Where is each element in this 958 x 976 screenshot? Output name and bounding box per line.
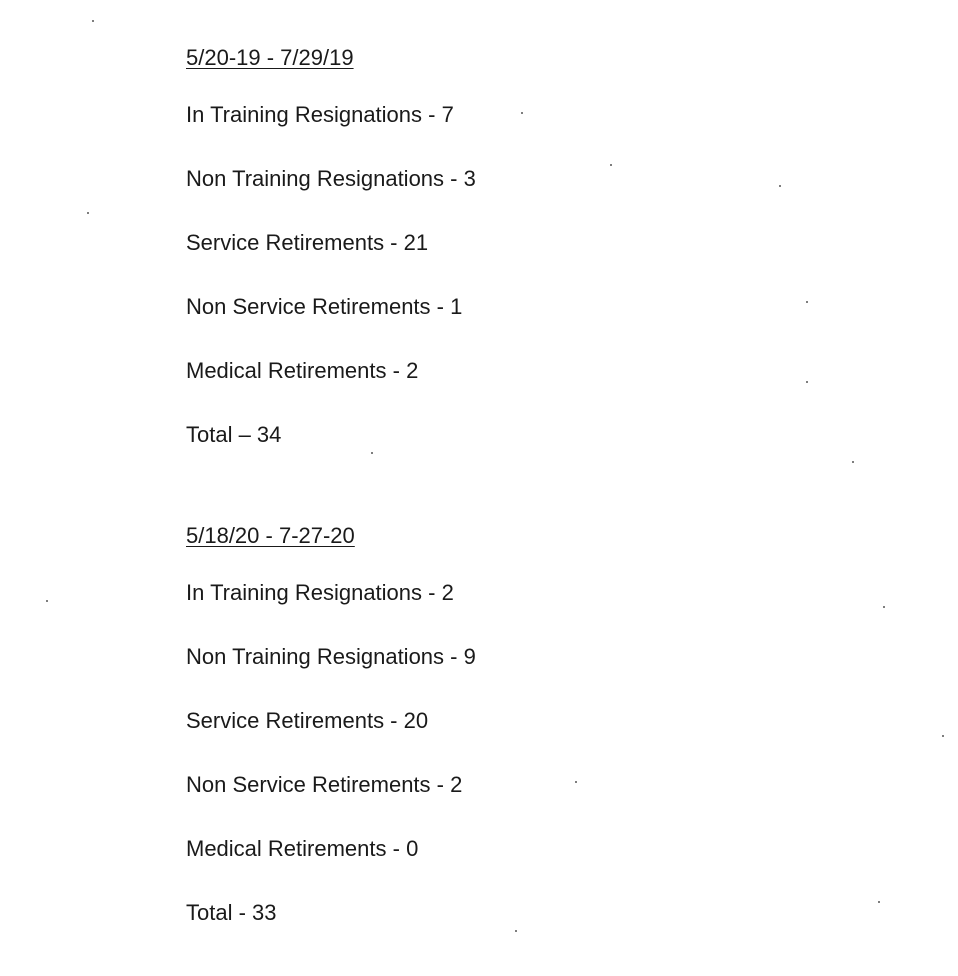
scan-speck: [46, 600, 48, 602]
scan-speck: [610, 164, 612, 166]
scan-speck: [515, 930, 517, 932]
scan-speck: [878, 901, 880, 903]
scan-speck: [371, 452, 373, 454]
stat-line-service-retirements: Service Retirements - 20: [186, 708, 429, 733]
scan-speck: [521, 112, 523, 114]
scan-speck: [575, 781, 577, 783]
scan-speck: [883, 606, 885, 608]
scan-speck: [779, 185, 781, 187]
period-section-2020: [186, 521, 476, 962]
stat-line-non-training-resignations: Non Training Resignations - 9: [186, 644, 476, 669]
scan-speck: [806, 301, 808, 303]
stat-line-non-service-retirements: Non Service Retirements - 2: [186, 772, 463, 797]
stat-line-medical-retirements: Medical Retirements - 2: [186, 358, 419, 383]
scan-speck: [852, 461, 854, 463]
stat-line-total: Total - 33: [186, 900, 277, 925]
stat-line-service-retirements: Service Retirements - 21: [186, 230, 429, 255]
stat-line-in-training-resignations: In Training Resignations - 7: [186, 102, 454, 127]
stat-line-medical-retirements: Medical Retirements - 0: [186, 836, 419, 861]
scan-speck: [942, 735, 944, 737]
period-heading: 5/20-19 - 7/29/19: [186, 45, 354, 70]
period-heading: 5/18/20 - 7-27-20: [186, 523, 355, 548]
scan-speck: [92, 20, 94, 22]
scan-speck: [87, 212, 89, 214]
stat-line-non-training-resignations: Non Training Resignations - 3: [186, 166, 476, 191]
stat-line-in-training-resignations: In Training Resignations - 2: [186, 580, 454, 605]
period-section-2019: [186, 43, 476, 484]
stat-line-total: Total – 34: [186, 422, 282, 447]
scan-speck: [806, 381, 808, 383]
stat-line-non-service-retirements: Non Service Retirements - 1: [186, 294, 463, 319]
